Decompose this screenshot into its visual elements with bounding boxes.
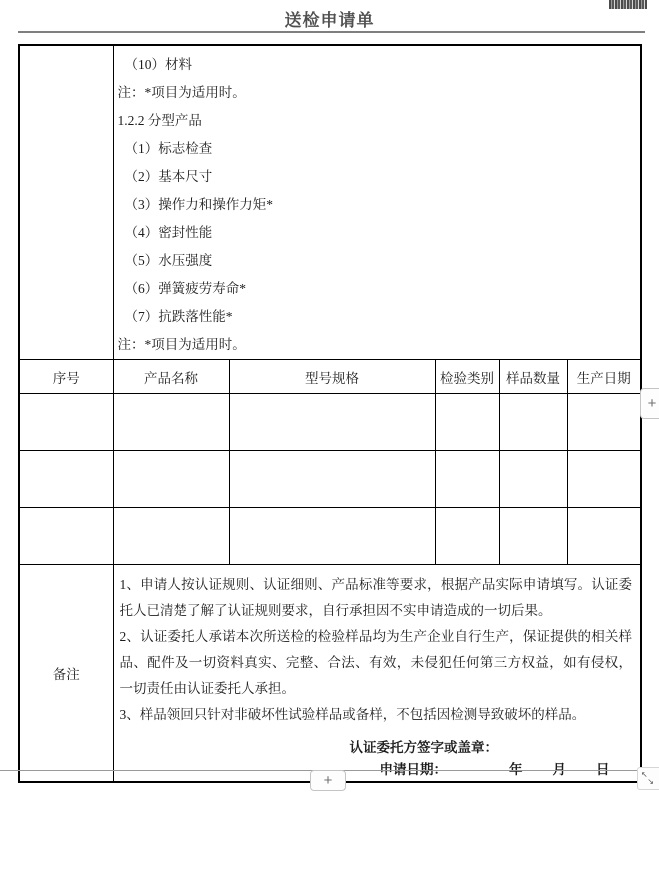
expand-nw-arrow-icon: ↖ xyxy=(641,770,648,779)
column-header-production-date: 生产日期 xyxy=(567,360,641,394)
page-title: 送检申请单 xyxy=(284,11,375,30)
remarks-cell xyxy=(113,565,641,783)
column-header-inspection-type: 检验类别 xyxy=(435,360,499,394)
checklist-item: （3）操作力和操作力矩* xyxy=(124,197,273,212)
cell-model-spec[interactable] xyxy=(229,394,435,451)
sample-table-header-row xyxy=(19,360,641,394)
add-icon: + xyxy=(323,772,333,789)
cell-inspection-type[interactable] xyxy=(435,451,499,508)
checklist-item: （4）密封性能 xyxy=(124,225,213,240)
expand-button[interactable] xyxy=(637,767,659,790)
sample-table-row xyxy=(19,394,641,451)
cell-product-name[interactable] xyxy=(113,508,229,565)
signature-label: 认证委托方签字或盖章： xyxy=(349,740,498,755)
application-date-label: 申请日期： xyxy=(379,762,447,777)
sample-table-row xyxy=(19,451,641,508)
checklist-note: 注：*项目为适用时。 xyxy=(117,337,246,352)
remarks-note-2: 2、认证委托人承诺本次所送检的检验样品均为生产企业自行生产，保证提供的相关样品、配件及一切资料真实、完整、合法、有效，未侵犯任何第三方权益，如有侵权，一切责任由认证委托人承担。 xyxy=(119,629,633,696)
title-divider xyxy=(18,31,645,33)
cell-production-date[interactable] xyxy=(567,451,641,508)
cell-sample-qty[interactable] xyxy=(499,508,567,565)
signature-block xyxy=(120,737,633,781)
checklist-item: （5）水压强度 xyxy=(124,253,213,268)
cell-seq[interactable] xyxy=(19,394,113,451)
remarks-note-1: 1、申请人按认证规则、认证细则、产品标准等要求，根据产品实际申请填写。认证委托人已清楚了解了认证规则要求，自行承担因不实申请造成的一切后果。 xyxy=(119,577,633,618)
cell-production-date[interactable] xyxy=(567,394,641,451)
cell-product-name[interactable] xyxy=(113,394,229,451)
remarks-note-3: 3、样品领回只针对非破坏性试验样品或备样，不包括因检测导致破坏的样品。 xyxy=(119,707,586,722)
cell-production-date[interactable] xyxy=(567,508,641,565)
checklist-item: （1）标志检查 xyxy=(124,141,213,156)
cell-model-spec[interactable] xyxy=(229,508,435,565)
checklist-note: 注：*项目为适用时。 xyxy=(117,85,246,100)
remarks-row xyxy=(19,565,641,783)
add-icon: + xyxy=(647,395,657,412)
column-header-product-name: 产品名称 xyxy=(113,360,229,394)
checklist-item: （2）基本尺寸 xyxy=(124,169,213,184)
checklist-item: （6）弹簧疲劳寿命* xyxy=(124,281,246,296)
checklist-row xyxy=(19,45,641,360)
cell-seq[interactable] xyxy=(19,508,113,565)
application-form-table xyxy=(18,44,642,783)
cell-model-spec[interactable] xyxy=(229,451,435,508)
cell-seq[interactable] xyxy=(19,451,113,508)
date-unit-month: 月 xyxy=(552,762,566,777)
date-unit-year: 年 xyxy=(509,762,523,777)
cell-product-name[interactable] xyxy=(113,451,229,508)
checklist-left-empty-cell xyxy=(19,45,113,360)
checklist-item: （10）材料 xyxy=(124,57,192,72)
checklist-section: 1.2.2 分型产品 xyxy=(117,113,202,128)
date-unit-day: 日 xyxy=(596,762,610,777)
expand-se-arrow-icon: ↘ xyxy=(647,777,654,786)
add-row-bottom-button[interactable] xyxy=(310,770,346,791)
sample-table-row xyxy=(19,508,641,565)
column-header-model-spec: 型号规格 xyxy=(229,360,435,394)
column-header-seq: 序号 xyxy=(19,360,113,394)
remarks-label: 备注 xyxy=(19,565,113,783)
cell-sample-qty[interactable] xyxy=(499,451,567,508)
cell-inspection-type[interactable] xyxy=(435,508,499,565)
checklist-item: （7）抗跌落性能* xyxy=(124,309,233,324)
cell-sample-qty[interactable] xyxy=(499,394,567,451)
cell-inspection-type[interactable] xyxy=(435,394,499,451)
column-header-sample-qty: 样品数量 xyxy=(499,360,567,394)
checklist-cell xyxy=(113,45,641,360)
add-row-side-button[interactable] xyxy=(640,388,659,419)
